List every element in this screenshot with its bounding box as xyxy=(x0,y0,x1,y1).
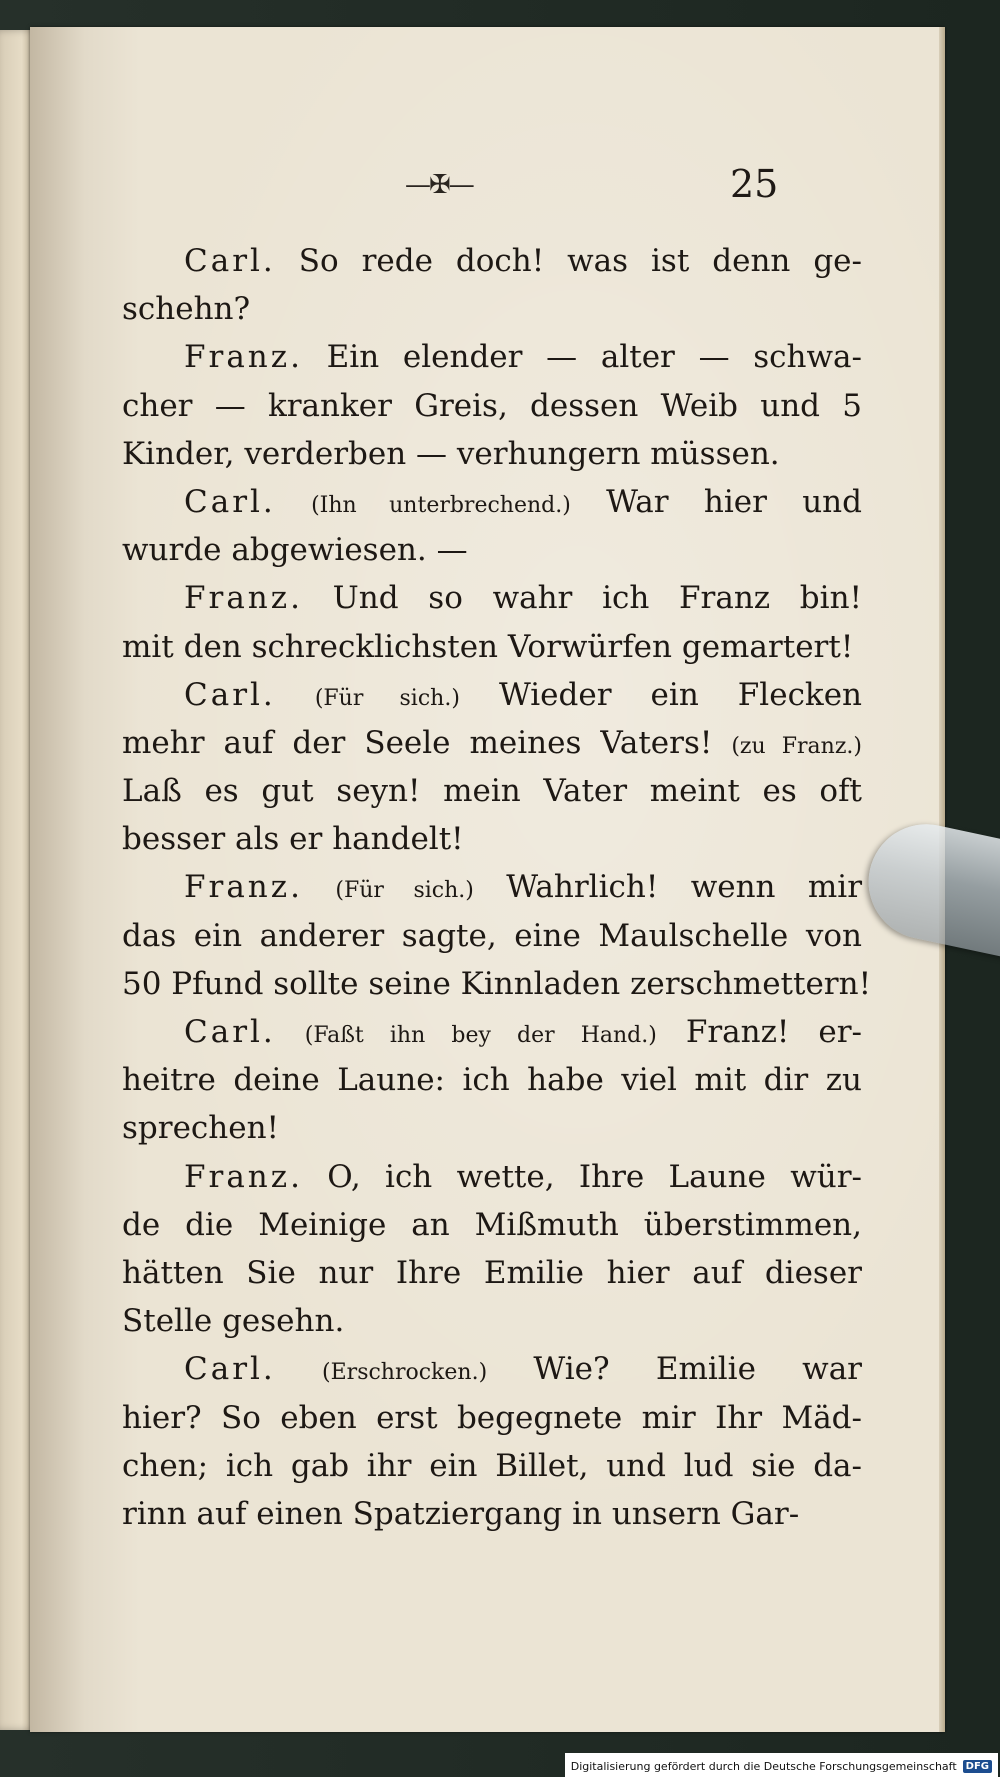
line-text: besser als er handelt! xyxy=(122,821,464,858)
line-text: heitre deine Laune: ich habe viel mit dir zu xyxy=(122,1062,862,1099)
text-line xyxy=(122,1345,862,1393)
text-line xyxy=(122,1394,862,1442)
text-line xyxy=(122,719,862,767)
text-line xyxy=(122,863,862,911)
text-line xyxy=(122,1104,862,1152)
digitization-credit xyxy=(565,1753,998,1777)
ornament-icon: —✠— xyxy=(405,170,473,200)
line-text: Wieder ein Flecken xyxy=(498,676,863,713)
dfg-logo: DFG xyxy=(963,1760,992,1773)
speaker-name: Carl. xyxy=(184,483,276,520)
text-body xyxy=(122,237,872,1538)
line-text: de die Meinige an Mißmuth überstimmen, xyxy=(122,1206,862,1243)
text-line xyxy=(122,430,862,478)
text-line xyxy=(122,1008,862,1056)
line-text: Wie? Emilie war xyxy=(533,1351,862,1388)
text-line xyxy=(122,1153,862,1201)
text-line xyxy=(122,382,862,430)
line-text: sprechen! xyxy=(122,1110,280,1147)
speaker-name: Carl. xyxy=(184,243,276,279)
line-text: mehr auf der Seele meines Vaters! xyxy=(122,724,713,761)
text-line xyxy=(122,1297,862,1345)
speaker-name: Franz. xyxy=(184,869,303,906)
line-text: wurde abgewiesen. — xyxy=(122,532,468,569)
stage-direction: (Faßt ihn bey der Hand.) xyxy=(304,1023,657,1048)
text-line xyxy=(122,1490,862,1538)
text-line xyxy=(122,815,862,863)
text-line xyxy=(122,333,862,381)
speaker-name: Carl. xyxy=(184,1351,276,1388)
text-line xyxy=(122,237,862,285)
line-text: Ein elender — alter — schwa- xyxy=(326,339,862,376)
line-text: War hier und xyxy=(606,483,862,520)
text-line xyxy=(122,1249,862,1297)
stage-direction: (zu Franz.) xyxy=(731,733,862,759)
speaker-name: Carl. xyxy=(184,1014,276,1050)
speaker-name: Franz. xyxy=(184,1158,303,1195)
line-text: Franz! er- xyxy=(685,1014,862,1050)
speaker-name: Franz. xyxy=(184,339,303,376)
text-line xyxy=(122,1442,862,1490)
line-text: chen; ich gab ihr ein Billet, und lud sie da- xyxy=(122,1447,862,1484)
running-head xyxy=(30,162,945,212)
speaker-name: Carl. xyxy=(184,676,276,713)
stage-direction: (Erschrocken.) xyxy=(322,1360,488,1386)
page-number: 25 xyxy=(730,162,779,206)
line-text: 50 Pfund sollte seine Kinnladen zerschmettern! xyxy=(122,965,872,1002)
line-text: O, ich wette, Ihre Laune wür- xyxy=(327,1158,862,1195)
line-text: rinn auf einen Spatziergang in unsern Gar- xyxy=(122,1495,800,1532)
line-text: schehn? xyxy=(122,291,251,328)
stage-direction: (Für sich.) xyxy=(335,878,474,904)
text-line xyxy=(122,285,862,333)
line-text: hätten Sie nur Ihre Emilie hier auf dieser xyxy=(122,1254,862,1291)
text-line xyxy=(122,912,862,960)
line-text: mit den schrecklichsten Vorwürfen gemartert! xyxy=(122,628,854,665)
text-line xyxy=(122,574,862,622)
line-text: hier? So eben erst begegnete mir Ihr Mäd- xyxy=(122,1399,862,1436)
text-line xyxy=(122,478,862,526)
text-line xyxy=(122,623,862,671)
text-line xyxy=(122,767,862,815)
stage-direction: (Ihn unterbrechend.) xyxy=(311,492,571,518)
text-line xyxy=(122,526,862,574)
text-line xyxy=(122,1056,862,1104)
line-text: Kinder, verderben — verhungern müssen. xyxy=(122,435,780,472)
line-text: cher — kranker Greis, dessen Weib und 5 xyxy=(122,387,862,424)
line-text: Stelle gesehn. xyxy=(122,1303,345,1340)
line-text: Und so wahr ich Franz bin! xyxy=(332,580,862,617)
stage-direction: (Für sich.) xyxy=(314,685,460,711)
line-text: Wahrlich! wenn mir xyxy=(506,869,863,906)
book-page xyxy=(30,27,945,1732)
text-line xyxy=(122,1201,862,1249)
text-line xyxy=(122,671,862,719)
text-line xyxy=(122,960,872,1008)
line-text: Laß es gut seyn! mein Vater meint es oft xyxy=(122,773,862,810)
line-text: das ein anderer sagte, eine Maulschelle von xyxy=(122,917,862,954)
line-text: So rede doch! was ist denn ge- xyxy=(298,243,862,279)
speaker-name: Franz. xyxy=(184,580,303,617)
credit-text: Digitalisierung gefördert durch die Deutsche Forschungsgemeinschaft xyxy=(570,1759,957,1773)
